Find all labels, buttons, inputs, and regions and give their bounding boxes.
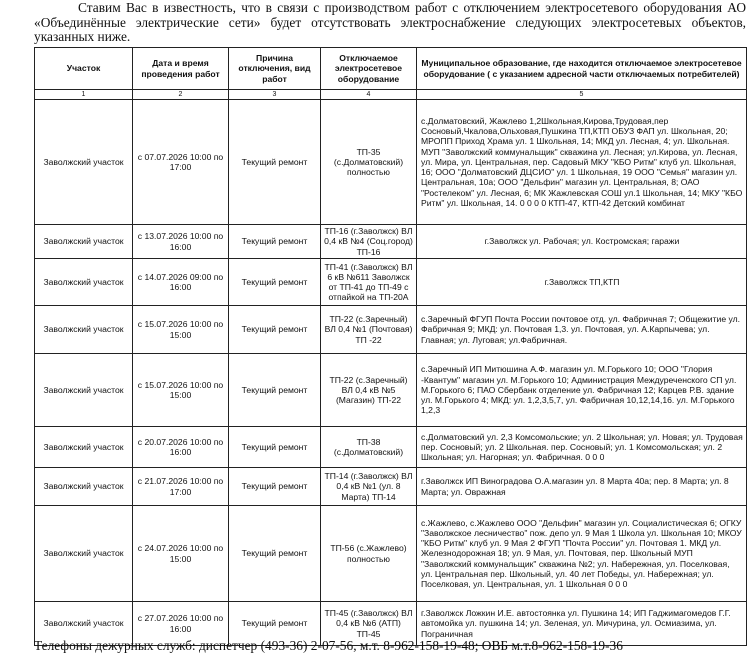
datetime-cell: с 27.07.2026 10:00 по 16:00 xyxy=(133,602,229,646)
column-number-row xyxy=(35,90,747,100)
header-reason: Причина отключения, вид работ xyxy=(229,48,321,90)
equipment-cell: ТП-56 (с.Жажлево) полностью xyxy=(321,506,417,602)
addresses-cell: с.Заречный ИП Митюшина А.Ф. магазин ул. М.Горького 10; ООО "Глория -Квантум" магазин ул. М.Горького 10; Администрация Междуреченского СП ул. М.Горького 6; ПАО Сбербанк отделение ул. Фабричная 12; Карцев Р.В. здание ул. М.Горького 4; МКД: ул. 1,2,3,5,7, ул. Фабричная 10,12,14,16. ул. М.Горького 1,2,3 xyxy=(417,354,747,427)
reason-cell: Текущий ремонт xyxy=(229,225,321,259)
datetime-cell: с 07.07.2026 10:00 по 17:00 xyxy=(133,100,229,225)
reason-cell: Текущий ремонт xyxy=(229,306,321,354)
intro-paragraph xyxy=(34,1,746,45)
addresses-cell: г.Заволжск ул. Рабочая; ул. Костромская; гаражи xyxy=(417,225,747,259)
header-equipment: Отключаемое электросетевое оборудование xyxy=(321,48,417,90)
addresses-cell: г.Заволжск Ложкин И.Е. автостоянка ул. Пушкина 14; ИП Гаджимагомедов Г.Г. автомойка ул. пушкина 14; ул. Зеленая, ул. Мичурина, ул. Осмиазима, ул. Пограничная xyxy=(417,602,747,646)
area-cell: Заволжский участок xyxy=(35,427,133,468)
equipment-cell: ТП-35 (с.Долматовский) полностью xyxy=(321,100,417,225)
reason-cell: Текущий ремонт xyxy=(229,427,321,468)
table-row xyxy=(35,259,747,306)
header-area: Участок xyxy=(35,48,133,90)
area-cell: Заволжский участок xyxy=(35,259,133,306)
table-row xyxy=(35,354,747,427)
addresses-cell: г.Заволжск ТП,КТП xyxy=(417,259,747,306)
table-row xyxy=(35,506,747,602)
column-number: 3 xyxy=(229,90,321,100)
reason-cell: Текущий ремонт xyxy=(229,506,321,602)
addresses-cell: с.Долматовский, Жажлево 1,2Школьная,Кирова,Трудовая,пер Сосновый,Чкалова,Ольховая,Пушкина ТП,КТП ОБУЗ ФАП ул. Школьная, 20; МРОПП Приход Храма ул. 1 Школьная, 14; МКД ул. Лесная, 4; ул. Школьная. МУП "Заволжский коммунальщик" скважина ул. Лесная; ул.Кирова, ул. Лесная, ул. Мира, ул. Центральная, пер. Садовый МКУ "КБО Ритм" клуб ул. Школьная, 16; ООО "Долматовский ДЦСИО" ул. 1 Школьная, 19 ООО "Семья" магазин ул. Центральная, 10а; ООО "Дельфин" магазин ул. Центральная, 8; ОАО "Ростелеком" ул. Лесная, 6; МК Жажлевская СОШ ул.1 Школьная, 14; МКУ "КБО Ритм" ул. Школьная, 14. 0 0 0 0 КТП-47, КТП-42 Детский комбинат xyxy=(417,100,747,225)
addresses-cell: с.Долматовский ул. 2,3 Комсомольские; ул. 2 Школьная; ул. Новая; ул. Трудовая пер. Сосновый; ул. 2 Школьная. пер. Сосновый; ул. 1 Комсомольская; ул. 2 Школьная; ул. Нагорная; ул. Фабричная. 0 0 0 xyxy=(417,427,747,468)
area-cell: Заволжский участок xyxy=(35,602,133,646)
column-number: 1 xyxy=(35,90,133,100)
reason-cell: Текущий ремонт xyxy=(229,468,321,506)
outage-schedule-table xyxy=(34,47,747,646)
datetime-cell: с 13.07.2026 10:00 по 16:00 xyxy=(133,225,229,259)
table-row xyxy=(35,225,747,259)
equipment-cell: ТП-22 (с.Заречный) ВЛ 0,4 №1 (Почтовая) ТП -22 xyxy=(321,306,417,354)
table-header-row xyxy=(35,48,747,90)
equipment-cell: ТП-22 (с.Заречный) ВЛ 0,4 кВ №5 (Магазин) ТП-22 xyxy=(321,354,417,427)
table-body xyxy=(35,100,747,646)
equipment-cell: ТП-38 (с.Долматовский) xyxy=(321,427,417,468)
table-row xyxy=(35,306,747,354)
reason-cell: Текущий ремонт xyxy=(229,259,321,306)
header-addresses: Муниципальное образование, где находится отключаемое электросетевое оборудование ( с указанием адресной части отключаемых потребителей) xyxy=(417,48,747,90)
datetime-cell: с 15.07.2026 10:00 по 15:00 xyxy=(133,354,229,427)
reason-cell: Текущий ремонт xyxy=(229,602,321,646)
reason-cell: Текущий ремонт xyxy=(229,354,321,427)
datetime-cell: с 21.07.2026 10:00 по 17:00 xyxy=(133,468,229,506)
datetime-cell: с 15.07.2026 10:00 по 15:00 xyxy=(133,306,229,354)
column-number: 4 xyxy=(321,90,417,100)
addresses-cell: с.Жажлево, с.Жажлево ООО "Дельфин" магазин ул. Социалистическая 6; ОГКУ "Заволжское лесничество" пож. депо ул. 9 Мая 1 Школа ул. Школьная 10; МКОУ "КБО Ритм" клуб ул. 9 Мая 2 ФГУП "Почта России" ул. Почтовая 1. МКД ул. Железнодорожная 18; ул. 9 Мая, ул. Почтовая, пер. Школьный МУП "Заволжский коммунальщик" скважина №2; ул. Набережная, ул. Поселковая, ул. Центральная пер. Школьный, ул. 40 лет Победы, ул. Набережная; ул. Поселковая, ул. Центральная, ул. 1 Школьная 0 0 0 xyxy=(417,506,747,602)
column-number: 5 xyxy=(417,90,747,100)
intro-text: Ставим Вас в известность, что в связи с производством работ с отключением электросетевого оборудования АО «Объединённые электрические сети» будет отсутствовать электроснабжение следующих электросетевых объектов, указанных ниже. xyxy=(34,0,746,44)
area-cell: Заволжский участок xyxy=(35,468,133,506)
datetime-cell: с 14.07.2026 09:00 по 16:00 xyxy=(133,259,229,306)
reason-cell: Текущий ремонт xyxy=(229,100,321,225)
table-row xyxy=(35,100,747,225)
addresses-cell: с.Заречный ФГУП Почта России почтовое отд. ул. Фабричная 7; Общежитие ул. Фабричная 9; МКД: ул. Почтовая 1,3. ул. Почтовая, ул. А.Карпычева; ул. Главная; ул. Луговая; ул.Фабричная. xyxy=(417,306,747,354)
equipment-cell: ТП-41 (г.Заволжск) ВЛ 6 кВ №611 Заволжск от ТП-41 до ТП-49 с отпайкой на ТП-20А xyxy=(321,259,417,306)
duty-phones-footer: Телефоны дежурных служб: диспетчер (493-36) 2-07-56, м.т. 8-962-158-19-48; ОВБ м.т.8-962-158-19-36 xyxy=(34,638,623,653)
header-datetime: Дата и время проведения работ xyxy=(133,48,229,90)
area-cell: Заволжский участок xyxy=(35,306,133,354)
table-row xyxy=(35,468,747,506)
area-cell: Заволжский участок xyxy=(35,225,133,259)
area-cell: Заволжский участок xyxy=(35,506,133,602)
area-cell: Заволжский участок xyxy=(35,100,133,225)
equipment-cell: ТП-45 (г.Заволжск) ВЛ 0,4 кВ №6 (АТП) ТП-45 xyxy=(321,602,417,646)
datetime-cell: с 24.07.2026 10:00 по 15:00 xyxy=(133,506,229,602)
equipment-cell: ТП-14 (г.Заволжск) ВЛ 0,4 кВ №1 (ул. 8 Марта) ТП-14 xyxy=(321,468,417,506)
datetime-cell: с 20.07.2026 10:00 по 16:00 xyxy=(133,427,229,468)
addresses-cell: г.Заволжск ИП Виноградова О.А.магазин ул. 8 Марта 40а; пер. 8 Марта; ул. 8 Марта; ул. Овражная xyxy=(417,468,747,506)
equipment-cell: ТП-16 (г.Заволжск) ВЛ 0,4 кВ №4 (Соц.город) ТП-16 xyxy=(321,225,417,259)
area-cell: Заволжский участок xyxy=(35,354,133,427)
table-row xyxy=(35,427,747,468)
column-number: 2 xyxy=(133,90,229,100)
